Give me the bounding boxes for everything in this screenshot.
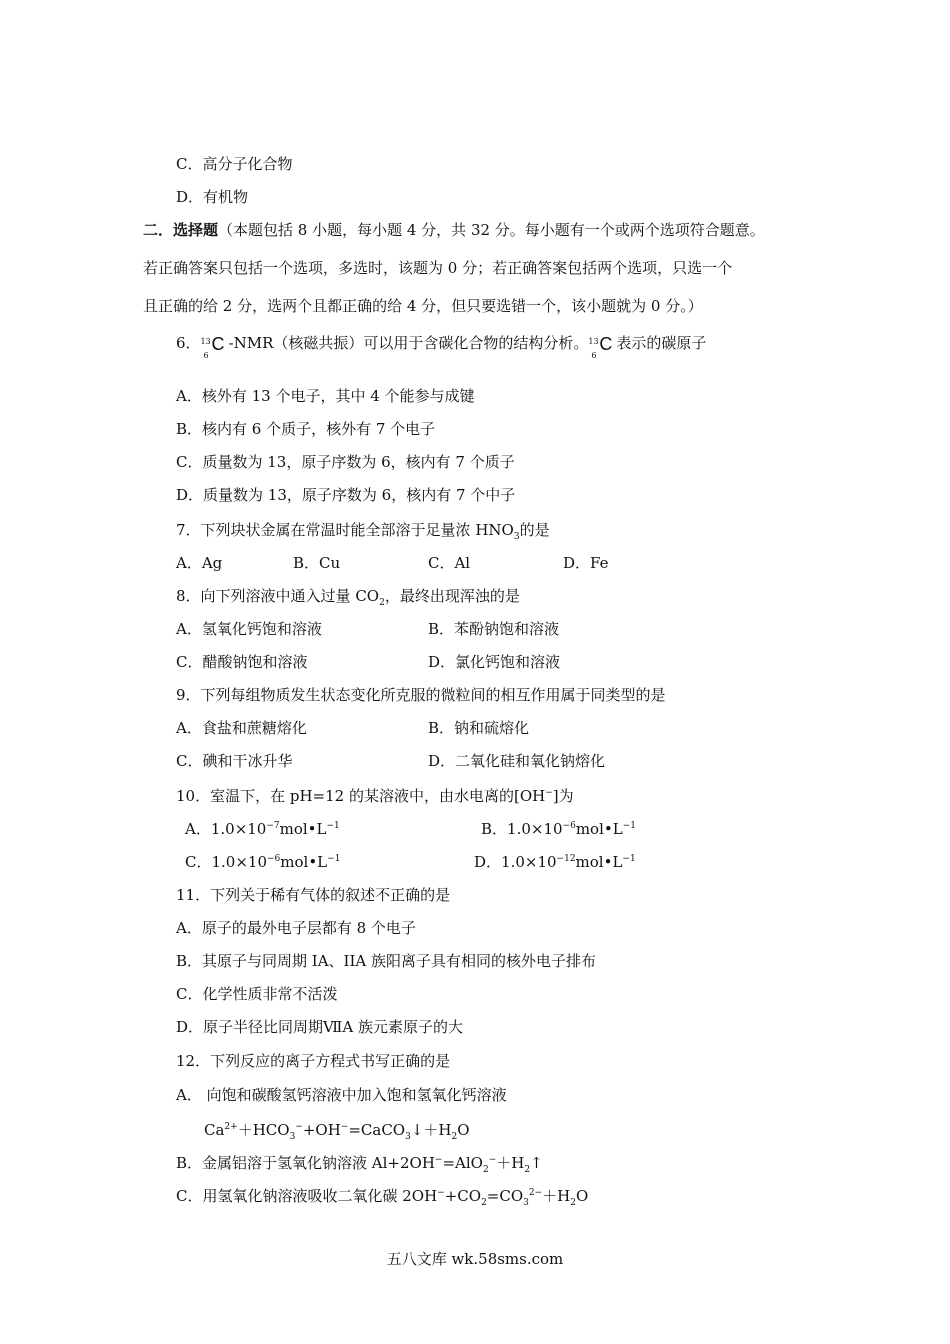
q10-c-unit-exp: −1 [327,854,341,864]
q8-option-a: A．氢氧化钙饱和溶液 [176,620,322,638]
q10-d-exp: −12 [556,854,576,864]
q10-option-b [481,819,636,839]
q10-stem-pre: 10．室温下，在 pH=12 的某溶液中，由水电离的[OH [176,787,546,805]
question-7-stem [176,520,550,540]
q10-d-pre: D．1.0×10 [474,853,557,871]
eq-b-sup2: − [488,1155,497,1165]
q10-stem-sup: − [545,788,553,798]
q12-option-a: A． 向饱和碳酸氢钙溶液中加入饱和氢氧化钙溶液 [176,1086,507,1104]
eq-c-end: O [575,1187,589,1205]
eq-b-sup1: − [434,1155,443,1165]
iso-z-2: 6 [591,351,597,360]
eq-a-4-sub: 3 [405,1132,411,1142]
eq-a-3-sup: − [340,1122,349,1132]
eq-c-sup1: − [437,1188,445,1198]
q10-b-unit-exp: −1 [622,821,636,831]
question-9-stem: 9．下列每组物质发生状态变化所克服的微粒间的相互作用属于同类型的是 [176,686,666,704]
q6-number: 6． [176,334,201,352]
eq-b-end: ↑ [530,1154,543,1172]
section-2-title: 二．选择题 [143,221,219,239]
q10-b-exp: −6 [562,821,576,831]
q10-d-unit: mol•L [575,853,623,871]
iso-symbol-2: C [599,334,613,354]
eq-a-1: Ca [204,1121,225,1139]
q12-option-a-equation [204,1120,470,1140]
question-11-stem: 11．下列关于稀有气体的叙述不正确的是 [176,886,451,904]
q8-stem-post: ，最终出现浑浊的是 [384,587,520,605]
iso-symbol: C [211,334,225,354]
q11-option-a: A．原子的最外电子层都有 8 个电子 [176,919,416,937]
question-12-stem: 12．下列反应的离子方程式书写正确的是 [176,1052,451,1070]
eq-b-mid: =AlO [442,1154,483,1172]
eq-a-5: ↓＋H [410,1121,452,1139]
q7-stem-pre: 7．下列块状金属在常温时能全部溶于足量浓 HNO [176,521,514,539]
q7-option-c: C．Al [428,554,471,572]
q8-option-b: B．苯酚钠饱和溶液 [428,620,560,638]
q10-option-c [185,852,340,872]
q6-option-d: D．质量数为 13，原子序数为 6，核内有 7 个中子 [176,486,516,504]
q10-b-unit: mol•L [575,820,623,838]
eq-c-mid2: =CO [486,1187,524,1205]
option-d-organic: D．有机物 [176,188,249,206]
eq-a-2-sub: 3 [289,1132,296,1142]
q10-c-pre: C．1.0×10 [185,853,267,871]
q6-option-b: B．核内有 6 个质子，核外有 7 个电子 [176,420,436,438]
q9-option-c: C．碘和干冰升华 [176,752,293,770]
carbon-13-isotope-2 [588,334,616,360]
eq-a-2: ＋HCO [237,1121,290,1139]
eq-a-2-sup: − [295,1122,303,1132]
q7-stem-sub: 3 [513,532,520,542]
q8-option-d: D．氯化钙饱和溶液 [428,653,561,671]
q10-a-pre: A．1.0×10 [185,820,267,838]
eq-a-3: +OH [302,1121,341,1139]
q10-stem-post: ]为 [552,787,574,805]
q6-option-c: C．质量数为 13，原子序数为 6，核内有 7 个质子 [176,453,515,471]
q10-b-pre: B．1.0×10 [481,820,563,838]
q10-option-d [474,852,636,872]
section-2-intro-2: 若正确答案只包括一个选项，多选时，该题为 0 分；若正确答案包括两个选项，只选一个 [143,259,733,277]
section-2-intro-1: （本题包括 8 小题，每小题 4 分，共 32 分。每小题有一个或两个选项符合题意。 [218,221,765,239]
q10-a-exp: −7 [266,821,280,831]
q10-c-unit: mol•L [280,853,328,871]
q8-option-c: C．醋酸钠饱和溶液 [176,653,308,671]
q7-option-a: A．Ag [176,554,223,572]
q11-option-b: B．其原子与同周期 IA、IIA 族阳离子具有相同的核外电子排布 [176,952,597,970]
iso-z: 6 [203,351,209,360]
eq-c-sub2: 3 [523,1198,529,1208]
eq-a-1-sup: 2+ [224,1122,238,1132]
q9-option-b: B．钠和硫熔化 [428,719,530,737]
q6-option-a: A．核外有 13 个电子，其中 4 个能参与成键 [176,387,475,405]
q10-d-unit-exp: −1 [622,854,636,864]
question-10-stem [176,786,574,806]
q12-option-c [176,1186,588,1206]
q10-option-a [185,819,340,839]
q8-stem-pre: 8．向下列溶液中通入过量 CO [176,587,380,605]
eq-c-sub3: 2 [570,1198,576,1208]
q10-a-unit: mol•L [279,820,327,838]
q9-option-d: D．二氧化硅和氧化钠熔化 [428,752,606,770]
eq-a-5-sub: 2 [451,1132,458,1142]
q11-option-d: D．原子半径比同周期ⅦA 族元素原子的大 [176,1018,463,1036]
q11-option-c: C．化学性质非常不活泼 [176,985,338,1003]
eq-a-4: =CaCO [348,1121,406,1139]
question-6-stem [176,333,707,360]
q7-option-d: D．Fe [563,554,609,572]
eq-c-mid: +CO [444,1187,482,1205]
iso-mass: 13 [200,337,211,346]
eq-c-sub1: 2 [481,1198,487,1208]
q7-stem-post: 的是 [519,521,550,539]
eq-b-sub2: 2 [524,1165,531,1175]
eq-a-6: O [457,1121,470,1139]
eq-c-pre: C．用氢氧化钠溶液吸收二氧化碳 2OH [176,1187,438,1205]
q10-c-exp: −6 [267,854,281,864]
q6-text-end: 表示的碳原子 [616,334,707,352]
eq-c-sup2: 2− [528,1188,543,1198]
q7-option-b: B．Cu [293,554,341,572]
page-footer-watermark: 五八文库 wk.58sms.com [386,1250,564,1268]
eq-b-sub1: 2 [482,1165,489,1175]
q10-a-unit-exp: −1 [326,821,340,831]
q12-option-b [176,1153,543,1173]
q6-text-mid: -NMR（核磁共振）可以用于含碳化合物的结构分析。 [228,334,589,352]
q9-option-a: A．食盐和蔗糖熔化 [176,719,307,737]
q8-stem-sub: 2 [379,598,385,608]
eq-b-pre: B．金属铝溶于氢氧化钠溶液 Al+2OH [176,1154,435,1172]
carbon-13-isotope [200,334,229,360]
question-8-stem [176,586,520,606]
eq-b-mid2: ＋H [496,1154,525,1172]
eq-c-mid3: ＋H [542,1187,571,1205]
section-2-header [143,220,765,240]
iso-mass-2: 13 [588,337,599,346]
section-2-intro-3: 且正确的给 2 分，选两个且都正确的给 4 分，但只要选错一个，该小题就为 0 分。） [143,297,703,315]
option-c-polymer: C．高分子化合物 [176,155,293,173]
